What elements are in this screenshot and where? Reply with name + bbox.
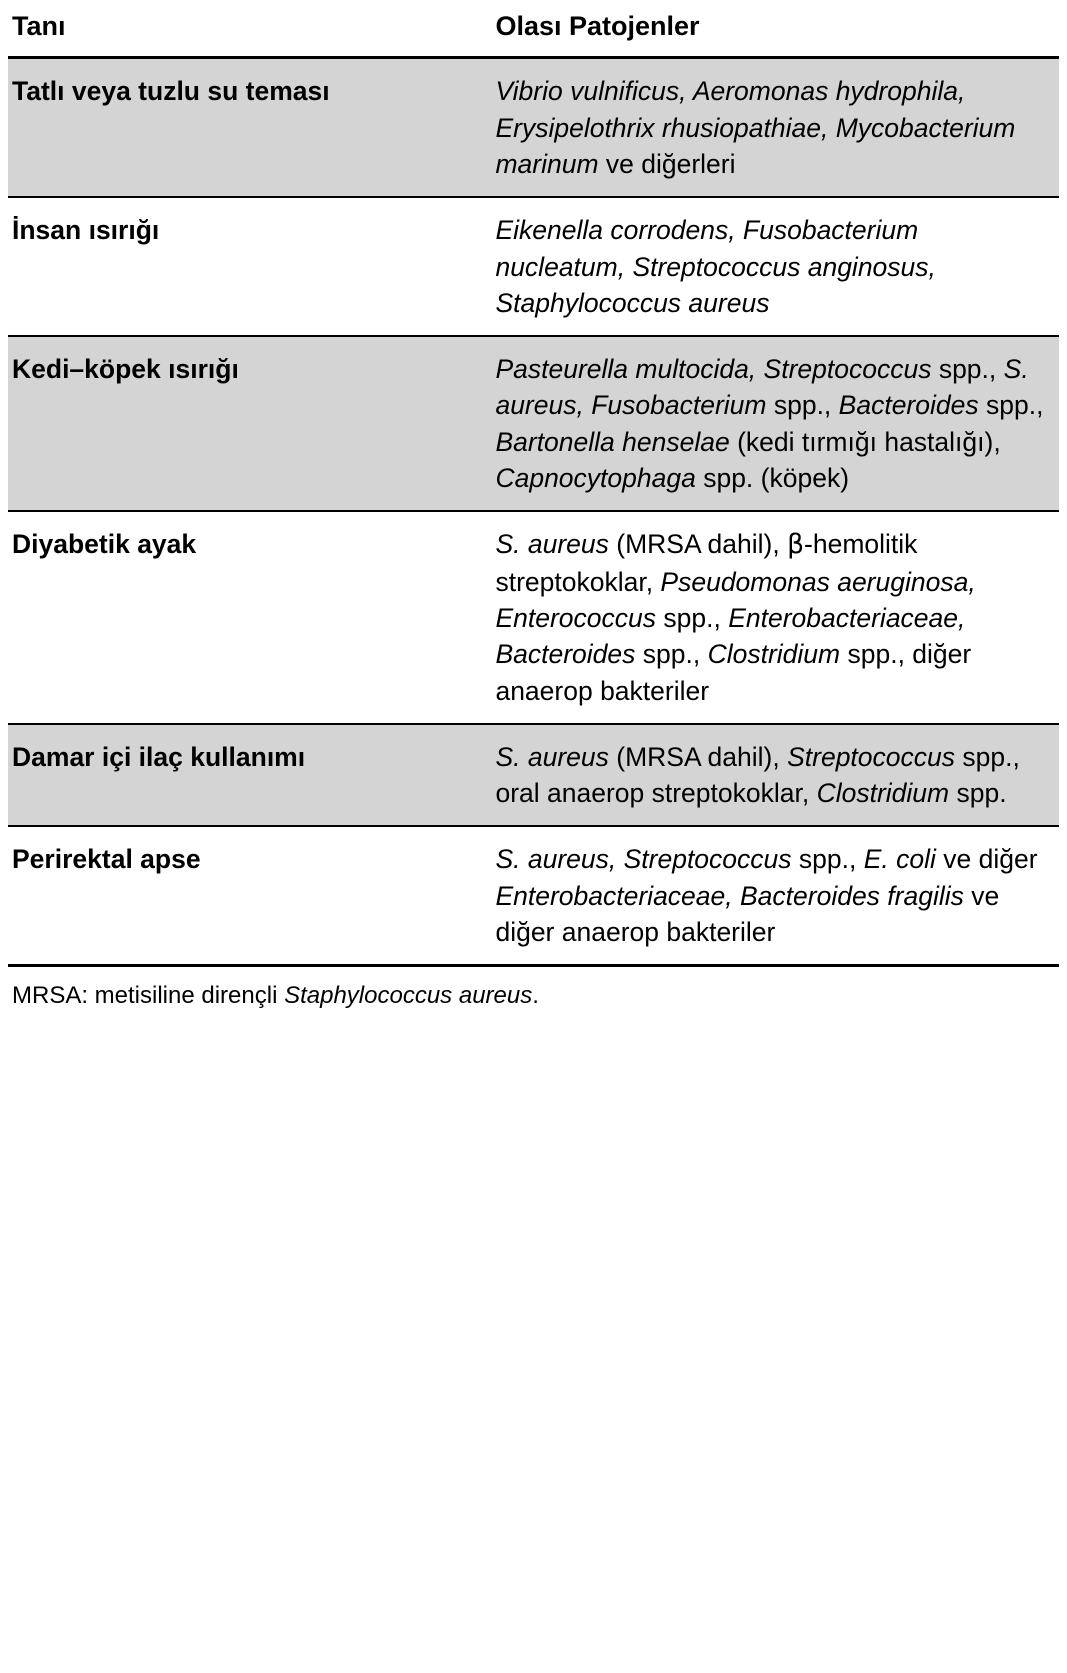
cell-diagnosis: Kedi–köpek ısırığı [8,336,491,511]
table-body [8,58,1059,966]
table-row [8,724,1059,827]
table-row [8,826,1059,965]
footnote-row [8,966,1059,1020]
footnote: MRSA: metisiline dirençli Staphylococcus aureus. [8,966,1059,1020]
cell-pathogens: S. aureus, Streptococcus spp., E. coli ve diğer Enterobacteriaceae, Bacteroides fragilis ve diğer anaerop bakteriler [491,826,1059,965]
cell-pathogens: Eikenella corrodens, Fusobacterium nucleatum, Streptococcus anginosus, Staphylococcus aureus [491,197,1059,336]
table-row [8,197,1059,336]
pathogen-table [8,0,1059,1020]
table-row [8,58,1059,197]
table-header-row [8,0,1059,58]
cell-diagnosis: Tatlı veya tuzlu su teması [8,58,491,197]
cell-diagnosis: Diyabetik ayak [8,511,491,723]
cell-pathogens: S. aureus (MRSA dahil), β-hemolitik streptokoklar, Pseudomonas aeruginosa, Enterococcus spp., Enterobacteriaceae, Bacteroides spp., Clostridium spp., diğer anaerop bakteriler [491,511,1059,723]
cell-pathogens: Vibrio vulnificus, Aeromonas hydrophila, Erysipelothrix rhusiopathiae, Mycobacterium marinum ve diğerleri [491,58,1059,197]
cell-diagnosis: Damar içi ilaç kullanımı [8,724,491,827]
table-row [8,336,1059,511]
cell-diagnosis: Perirektal apse [8,826,491,965]
cell-pathogens: S. aureus (MRSA dahil), Streptococcus spp., oral anaerop streptokoklar, Clostridium spp. [491,724,1059,827]
cell-diagnosis: İnsan ısırığı [8,197,491,336]
column-header-diagnosis: Tanı [8,0,491,58]
column-header-pathogens: Olası Patojenler [491,0,1059,58]
table-row [8,511,1059,723]
table-header [8,0,1059,58]
table-footer [8,966,1059,1020]
cell-pathogens: Pasteurella multocida, Streptococcus spp., S. aureus, Fusobacterium spp., Bacteroides spp., Bartonella henselae (kedi tırmığı hastalığı), Capnocytophaga spp. (köpek) [491,336,1059,511]
